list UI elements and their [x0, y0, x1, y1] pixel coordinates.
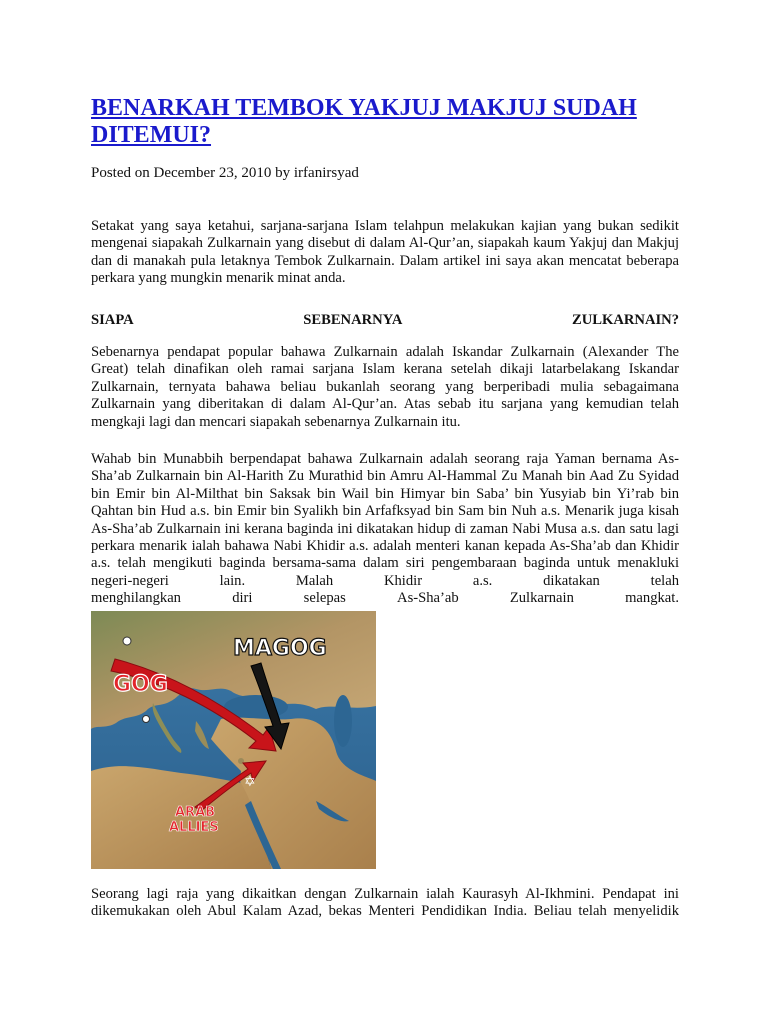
- label-allies: ALLIES: [169, 820, 219, 835]
- last-word-2: diri: [232, 590, 253, 607]
- label-magog: MAGOG: [233, 636, 327, 661]
- gog-magog-map-image: [91, 611, 376, 869]
- paragraph-intro: Setakat yang saya ketahui, sarjana-sarjana Islam telahpun melakukan kajian yang bukan sedikit mengenai siapakah Zulkarnain yang disebut di dalam Al-Qur’an, siapakah kaum Yakjuj dan Makjuj dan di manakah pula letaknya Tembok Zulkarnain. Dalam artikel ini saya akan mencatat beberapa perkara yang mungkin menarik minat anda.: [91, 218, 679, 287]
- label-arab: ARAB: [175, 805, 216, 820]
- star-of-david-icon: ✡: [244, 774, 256, 790]
- heading-word-sebenarnya: SEBENARNYA: [303, 312, 403, 328]
- map-marker-1: [123, 637, 131, 645]
- map-marker-2: [143, 716, 150, 723]
- last-word-4: As-Sha’ab: [397, 590, 459, 607]
- paragraph-alexander: Sebenarnya pendapat popular bahawa Zulkarnain adalah Iskandar Zulkarnain (Alexander The Great) telah dinafikan oleh ramai sarjana Islam kerana setelah dikaji latarbelakang Iskandar Zulkarnain, ternyata bahawa beliau bukanlah seorang yang berperibadi mulia sebagaimana Zulkarnain yang diberitakan di dalam Al-Qur’an. Atas sebab itu sarjana yang kemudian telah mengkaji lagi dan mencari siapakah sebenarnya Zulkarnain itu.: [91, 344, 679, 430]
- heading-word-siapa: SIAPA: [91, 312, 134, 328]
- last-word-1: menghilangkan: [91, 590, 181, 607]
- last-word-5: Zulkarnain: [509, 590, 574, 607]
- paragraph-kaurasyh: Seorang lagi raja yang dikaitkan dengan Zulkarnain ialah Kaurasyh Al-Ikhmini. Pendapat ini dikemukakan oleh Abul Kalam Azad, bekas Menteri Pendidikan India. Beliau telah menyelidik: [91, 886, 679, 920]
- last-word-6: mangkat.: [625, 590, 679, 607]
- map-caspian-sea: [334, 695, 352, 747]
- section-heading: [91, 311, 679, 329]
- paragraph-wahab-body: Wahab bin Munabbih berpendapat bahawa Zulkarnain adalah seorang raja Yaman bernama As-Sha’ab Zulkarnain bin Al-Harith Zu Murathid bin Amru Al-Hammal Zu Manah bin Aad Zu Syidad bin Emir bin Al-Milthat bin Saksak bin Wail bin Himyar bin Saba’ bin Yusyiab bin Yi’rab bin Qahtan bin Hud a.s. bin Emir bin Syalikh bin Arfafksyad bin Sam bin Nuh a.s. Menarik juga kisah As-Sha’ab Zulkarnain ini kerana baginda ini dikatakan hidup di zaman Nabi Musa a.s. dan satu lagi perkara menarik ialah bahawa Nabi Khidir a.s. adalah menteri kanan kepada As-Sha’ab dan Khidir a.s. telah mengikuti baginda bersama-sama dalam siri pengembaraan baginda untuk menakluki negeri-negeri lain. Malah Khidir a.s. dikatakan telah: [91, 451, 679, 589]
- map-svg: [91, 611, 376, 869]
- label-gog: GOG: [113, 672, 168, 697]
- paragraph-wahab-last-line: [91, 590, 679, 607]
- post-meta: Posted on December 23, 2010 by irfanirsyad: [91, 165, 359, 181]
- heading-word-zulkarnain: ZULKARNAIN?: [571, 312, 679, 328]
- paragraph-wahab: [91, 451, 679, 608]
- last-word-3: selepas: [303, 590, 346, 607]
- article-title[interactable]: BENARKAH TEMBOK YAKJUJ MAKJUJ SUDAH DITEMUI?: [91, 95, 637, 148]
